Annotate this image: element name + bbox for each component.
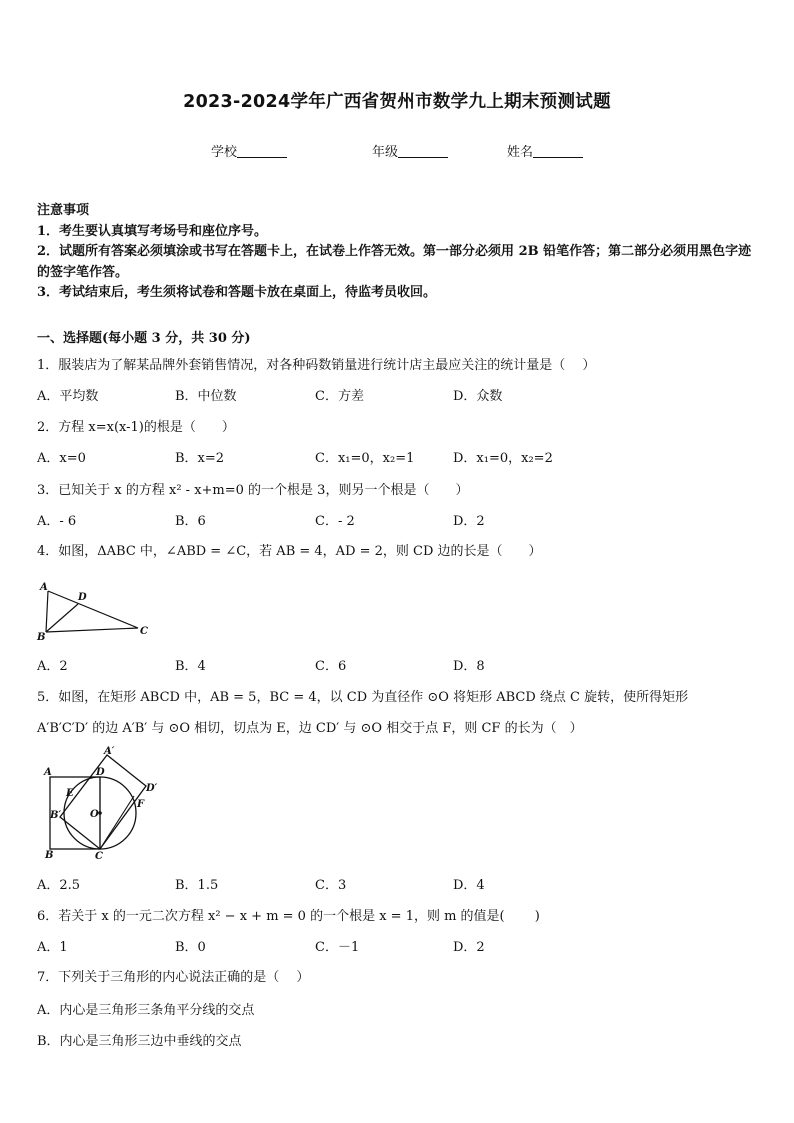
notice-item: 3．考试结束后，考生须将试卷和答题卡放在桌面上，待监考员收回。: [37, 285, 437, 300]
fig5-label-b: B: [45, 850, 54, 861]
notice-item: 1．考生要认真填写考场号和座位序号。: [37, 223, 268, 239]
fig5-label-a-prime: A′: [104, 746, 115, 757]
q6-option-c: C．－1: [315, 940, 360, 955]
question-2-stem: 2．方程 x=x(x-1)的根是（ ）: [37, 420, 235, 435]
section-heading: 一、选择题(每小题 3 分，共 30 分): [37, 331, 251, 346]
q3-option-d: D．2: [453, 514, 485, 529]
q4-option-c: C．6: [315, 659, 347, 674]
fig5-label-a: A: [44, 767, 52, 778]
notice-block: [37, 201, 761, 304]
q1-option-c: C．方差: [315, 389, 364, 404]
q7-option-a: A．内心是三角形三条角平分线的交点: [37, 1003, 255, 1018]
fig4-label-d: D: [78, 592, 87, 603]
question-5-stem-cont: A′B′C′D′ 的边 A′B′ 与 ⊙O 相切，切点为 E，边 CD′ 与 ⊙O 相交于点 F，则 CF 的长为（ ）: [37, 721, 583, 736]
q7-option-b: B．内心是三角形三边中垂线的交点: [37, 1034, 242, 1049]
q5-option-c: C．3: [315, 878, 347, 893]
fig5-label-b-prime: B′: [50, 810, 62, 821]
grade-field: [372, 141, 448, 160]
rectangle-circle-figure: [36, 744, 160, 862]
q4-option-b: B．4: [175, 659, 206, 674]
name-field: [507, 141, 583, 160]
question-1-stem: 1．服装店为了解某品牌外套销售情况，对各种码数销量进行统计店主最应关注的统计量是（ ）: [37, 358, 596, 373]
fig4-label-b: B: [37, 632, 46, 642]
q3-option-c: C．- 2: [315, 514, 355, 529]
q2-option-b: B．x=2: [175, 451, 225, 466]
fig5-label-e: E: [66, 788, 74, 799]
q2-option-d: D．x₁=0，x₂=2: [453, 451, 553, 466]
triangle-figure: [34, 580, 154, 642]
school-blank: [237, 144, 287, 158]
question-3-stem: 3．已知关于 x 的方程 x² - x+m=0 的一个根是 3，则另一个根是（ ）: [37, 483, 469, 498]
fig4-label-c: C: [140, 626, 148, 637]
q4-option-d: D．8: [453, 659, 485, 674]
fig5-label-d: D: [96, 767, 105, 778]
q5-option-b: B．1.5: [175, 878, 219, 893]
fig5-label-c: C: [95, 851, 103, 862]
name-label: 姓名: [507, 145, 534, 160]
q1-option-d: D．众数: [453, 389, 503, 404]
fig5-label-f: F: [137, 799, 145, 810]
q6-option-a: A．1: [37, 940, 68, 955]
q6-option-b: B．0: [175, 940, 206, 955]
school-label: 学校: [211, 145, 238, 160]
question-5-stem: 5．如图，在矩形 ABCD 中，AB = 5，BC = 4，以 CD 为直径作 ⊙O 将矩形 ABCD 绕点 C 旋转，使所得矩形: [37, 690, 689, 705]
fig5-label-o: O: [90, 809, 99, 820]
q4-option-a: A．2: [37, 659, 68, 674]
question-6-stem: 6．若关于 x 的一元二次方程 x² − x + m = 0 的一个根是 x = 1，则 m 的值是( ): [37, 909, 540, 924]
grade-label: 年级: [372, 145, 399, 160]
notice-item: 2．试题所有答案必须填涂或书写在答题卡上，在试卷上作答无效。第一部分必须用 2B 铅笔作答；第二部分必须用黑色字迹的签字笔作答。: [37, 244, 752, 280]
q6-option-d: D．2: [453, 940, 485, 955]
q5-option-d: D．4: [453, 878, 485, 893]
question-4-stem: 4．如图，ΔABC 中，∠ABD = ∠C，若 AB = 4，AD = 2，则 CD 边的长是（ ）: [37, 544, 542, 559]
q1-option-b: B．中位数: [175, 389, 237, 404]
q2-option-c: C．x₁=0，x₂=1: [315, 451, 415, 466]
fig5-label-d-prime: D′: [146, 783, 158, 794]
notice-heading: 注意事项: [37, 203, 90, 218]
question-7-stem: 7．下列关于三角形的内心说法正确的是（ ）: [37, 970, 310, 985]
q3-option-a: A．- 6: [37, 514, 77, 529]
grade-blank: [398, 144, 448, 158]
q2-option-a: A．x=0: [37, 451, 86, 466]
page-title: 2023-2024学年广西省贺州市数学九上期末预测试题: [183, 92, 611, 112]
school-field: [211, 141, 287, 160]
q3-option-b: B．6: [175, 514, 206, 529]
q1-option-a: A．平均数: [37, 389, 99, 404]
q5-option-a: A．2.5: [37, 878, 81, 893]
fig4-label-a: A: [40, 582, 48, 593]
name-blank: [533, 144, 583, 158]
